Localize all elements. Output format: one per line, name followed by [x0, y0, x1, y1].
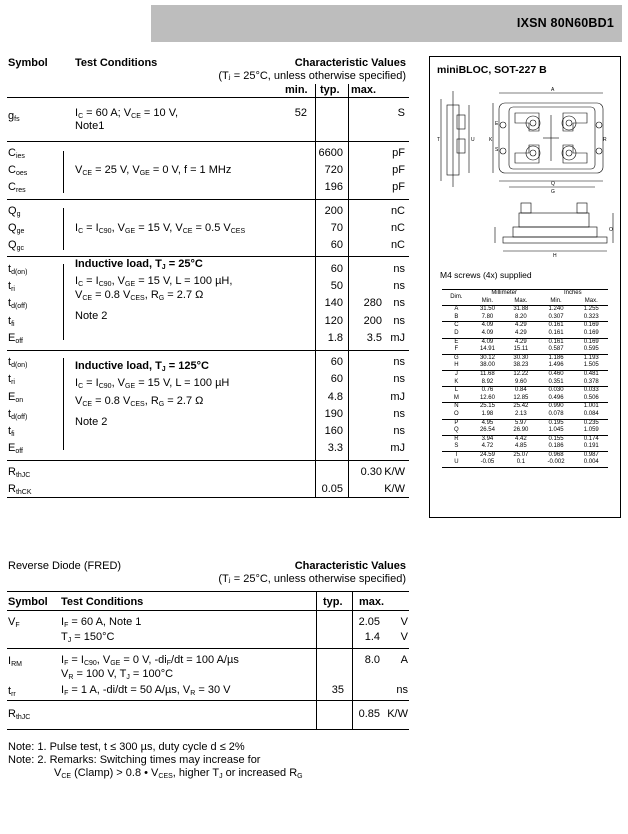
- note-2-post: or increased R: [222, 767, 298, 779]
- diode-col-cond: Test Conditions: [61, 596, 144, 608]
- mm-min-value: 7.80: [481, 313, 494, 320]
- cond-ind125: Inductive load, $T_J = 125^\circ C$: [75, 360, 209, 373]
- tj-note: (Tⱼ = 25°C, unless otherwise specified): [218, 70, 406, 82]
- note-1: Note: 1. Pulse test, t ≤ 300 µs, duty cycle d ≤ 2%: [8, 741, 245, 753]
- u: K/W: [387, 708, 408, 720]
- col-max: max.: [351, 84, 377, 96]
- cond-vf-tj: $T_J = 150^\circ C$: [61, 631, 115, 644]
- dim-letter: C: [442, 322, 471, 330]
- svg-text:U: U: [471, 137, 475, 143]
- in-max-value: 0.084: [583, 410, 599, 417]
- cond-ind125-a: $I_C = I_{C90}$, $V_{GE} = 15$ V, L = 100 µH: [75, 377, 230, 390]
- rule: [7, 497, 409, 498]
- sym-qgc: $Q_{gc}$: [8, 239, 24, 252]
- mm-min-value: 24.59: [471, 451, 504, 459]
- cond-ind25-note: Note 2: [75, 310, 108, 322]
- brace: [63, 264, 69, 340]
- v: 280: [363, 297, 382, 309]
- mm-min-value: 1.98: [481, 410, 494, 417]
- in-min-value: 0.161: [538, 322, 575, 330]
- package-panel: [429, 56, 621, 518]
- v: 0.30: [360, 466, 382, 478]
- rule: [7, 610, 409, 611]
- unit-nc: nC: [390, 222, 405, 234]
- mm-max-value: 4.85: [515, 443, 527, 450]
- sym-tdon: $t_{d(on)}$: [8, 263, 28, 276]
- in-min-value: 0.186: [548, 443, 564, 450]
- u: ns: [393, 408, 405, 420]
- v: 160: [324, 425, 343, 437]
- v: 60: [330, 356, 343, 368]
- mm-min: Min.: [481, 297, 494, 304]
- in-min-value: 0.155: [538, 435, 575, 443]
- diode-col-symbol: Symbol: [8, 596, 48, 608]
- cres-typ: 196: [324, 181, 343, 193]
- rule: [7, 256, 409, 257]
- u: mJ: [390, 332, 405, 344]
- sym-tdoff: $t_{d(off)}$: [8, 297, 28, 310]
- in-max-value: 0.378: [583, 378, 599, 385]
- rule: [7, 729, 409, 730]
- sym-rthjc: $R_{thJC}$: [8, 708, 31, 721]
- sym-gfs: $g_{fs}$: [8, 110, 20, 123]
- in-max-value: 1.059: [583, 427, 599, 434]
- v: 35: [331, 684, 344, 696]
- mm-min-value: 38.00: [479, 362, 495, 369]
- in-max-value: 0.033: [575, 387, 608, 395]
- mm-max-value: 5.97: [504, 419, 537, 427]
- dim-row: [442, 451, 608, 459]
- sym-tdoff: $t_{d(off)}$: [8, 408, 28, 421]
- package-title: miniBLOC, SOT-227 B: [437, 64, 547, 76]
- col-typ: typ.: [320, 84, 340, 96]
- dim-letter: A: [442, 306, 471, 314]
- mm-min-value: 12.60: [479, 394, 495, 401]
- u: V: [400, 631, 408, 643]
- sym-tri: $t_{ri}$: [8, 373, 15, 386]
- in-max-value: 0.323: [583, 313, 599, 320]
- diode-col-typ: typ.: [323, 596, 343, 608]
- in-min-value: 1.240: [538, 306, 575, 314]
- mm-max-value: 25.07: [504, 451, 537, 459]
- screws-note: M4 screws (4x) supplied: [440, 270, 532, 280]
- u: ns: [393, 356, 405, 368]
- dim-row: [442, 362, 608, 370]
- v: 0.85: [358, 708, 380, 720]
- svg-text:R: R: [603, 137, 607, 143]
- rule: [7, 350, 409, 351]
- col-divider: [352, 591, 353, 730]
- dim-letter: U: [454, 459, 459, 466]
- sym-irm: $I_{RM}$: [8, 655, 22, 668]
- svg-text:Q: Q: [551, 181, 555, 187]
- in-min-value: 1.496: [548, 362, 564, 369]
- dim-row: [442, 314, 608, 322]
- dim-letter: R: [442, 435, 471, 443]
- v: 2.05: [358, 616, 380, 628]
- sym-tfi: $t_{fi}$: [8, 425, 15, 438]
- diode-char-values: Characteristic Values: [294, 560, 406, 572]
- in-min-value: 0.968: [538, 451, 575, 459]
- in-max-value: 0.235: [575, 419, 608, 427]
- svg-text:O: O: [609, 227, 613, 233]
- in-min-value: 0.460: [538, 370, 575, 378]
- unit-nc: nC: [390, 205, 405, 217]
- brace: [63, 208, 69, 250]
- mm-min-value: 25.15: [471, 403, 504, 411]
- in-max-value: 0.174: [575, 435, 608, 443]
- cond-vf: $I_F = 60$ A, Note 1: [61, 616, 142, 629]
- u: mJ: [390, 442, 405, 454]
- in-max-value: 0.004: [583, 459, 599, 466]
- in-max-value: 0.481: [575, 370, 608, 378]
- in-min: Min.: [550, 297, 562, 304]
- rule: [7, 199, 409, 200]
- svg-text:T: T: [437, 137, 441, 143]
- dimension-table: [442, 289, 608, 468]
- mm-min-value: 4.09: [471, 338, 504, 346]
- in-max-value: 0.169: [583, 329, 599, 336]
- sym-rthck: $R_{thCK}$: [8, 483, 32, 496]
- mm-min-value: 4.95: [471, 419, 504, 427]
- dim-row: [442, 427, 608, 435]
- sym-tfi: $t_{fi}$: [8, 315, 15, 328]
- dim-row: [442, 306, 608, 314]
- cond-ind125-note: Note 2: [75, 416, 108, 428]
- dim-letter: Q: [454, 427, 459, 434]
- note-2: Note: 2. Remarks: Switching times may increase for: [8, 754, 261, 766]
- dim-letter: M: [453, 394, 459, 401]
- mm-header: Millimeter: [491, 290, 517, 296]
- dim-letter: E: [442, 338, 471, 346]
- mm-max-value: 4.29: [515, 329, 527, 336]
- dim-letter: J: [442, 370, 471, 378]
- unit-pf: pF: [392, 164, 405, 176]
- mm-max-value: 4.29: [504, 322, 537, 330]
- sym-rthjc: $R_{thJC}$: [8, 466, 31, 479]
- v: 1.8: [327, 332, 343, 344]
- u: A: [400, 654, 408, 666]
- dim-letter: S: [454, 443, 459, 450]
- dim-row: [442, 354, 608, 362]
- svg-text:E: E: [495, 121, 499, 127]
- diode-title-text: Reverse Diode (FRED): [8, 560, 122, 572]
- u: K/W: [384, 483, 405, 495]
- unit-pf: pF: [392, 147, 405, 159]
- cond-trr: $I_F = 1$ A, -di/dt = 50 A/µs, $V_R = 30$ V: [61, 684, 231, 697]
- in-min-value: 0.161: [548, 329, 564, 336]
- u: mJ: [390, 391, 405, 403]
- cond-irm-b: $V_R = 100$ V, $T_J = 100^\circ C$: [61, 668, 174, 681]
- in-max-value: 1.193: [575, 354, 608, 362]
- dim-row: [442, 370, 608, 378]
- qgc-typ: 60: [330, 239, 343, 251]
- col-min: min.: [285, 84, 308, 96]
- dim-letter: O: [454, 410, 459, 417]
- dim-row: [442, 346, 608, 354]
- mm-min-value: 30.12: [471, 354, 504, 362]
- v: 200: [363, 315, 382, 327]
- mm-max-value: 31.88: [504, 306, 537, 314]
- rule: [7, 648, 409, 649]
- mm-max-value: 25.42: [504, 403, 537, 411]
- mm-max-value: 2.13: [515, 410, 527, 417]
- v: 3.5: [366, 332, 382, 344]
- u: ns: [393, 315, 405, 327]
- sym-cies: $C_{ies}$: [8, 147, 25, 160]
- cies-typ: 6600: [318, 147, 343, 159]
- u: ns: [396, 684, 408, 696]
- dim-row: [442, 379, 608, 387]
- rule: [7, 591, 409, 592]
- dim-row: [442, 387, 608, 395]
- part-number: IXSN 80N60BD1: [516, 16, 614, 30]
- mm-max-value: 26.90: [513, 427, 529, 434]
- mm-max-value: 8.20: [515, 313, 527, 320]
- v: 0.05: [321, 483, 343, 495]
- u: ns: [393, 263, 405, 275]
- cond-gfs-note: Note1: [75, 120, 105, 132]
- mm-max-value: 30.30: [504, 354, 537, 362]
- header-bar: [151, 5, 622, 42]
- dim-letter: B: [454, 313, 459, 320]
- in-min-value: -0.002: [547, 459, 565, 466]
- dim-letter: H: [454, 362, 459, 369]
- sym-qg: $Q_g$: [8, 205, 21, 218]
- cond-irm: $I_F = I_{C90}$, $V_{GE} = 0$ V, $-di_F/dt = 100$ A/µs: [61, 654, 239, 667]
- mm-min-value: 11.68: [471, 370, 504, 378]
- diode-tj-note: (Tⱼ = 25°C, unless otherwise specified): [218, 573, 406, 585]
- dim-row: [442, 443, 608, 451]
- in-max-value: 0.191: [583, 443, 599, 450]
- svg-text:S: S: [495, 147, 499, 153]
- mm-max-value: 12.85: [513, 394, 529, 401]
- in-min-value: 0.307: [548, 313, 564, 320]
- in-max-value: 0.169: [575, 322, 608, 330]
- svg-text:H: H: [553, 253, 557, 259]
- v: 120: [324, 315, 343, 327]
- v: 60: [330, 263, 343, 275]
- col-conditions: Test Conditions: [75, 57, 158, 69]
- mm-max-value: 0.84: [504, 387, 537, 395]
- v: 190: [324, 408, 343, 420]
- mm-min-value: 31.50: [471, 306, 504, 314]
- note-2-line2: $V_{CE}$ (Clamp) > 0.8 • $V_{CES}$, higher $T_J$ or increased $R_G$: [54, 767, 303, 780]
- in-max-value: 0.169: [575, 338, 608, 346]
- rule: [7, 700, 409, 701]
- dim-row: [442, 435, 608, 443]
- dim-letter: F: [454, 346, 459, 353]
- dim-header: Dim.: [450, 293, 463, 300]
- mm-min-value: 8.92: [481, 378, 494, 385]
- in-min-value: 0.078: [548, 410, 564, 417]
- mm-min-value: 4.09: [481, 329, 494, 336]
- col-divider: [315, 84, 316, 497]
- cond-cap: $V_{CE} = 25$ V, $V_{GE} = 0$ V, f = 1 MHz: [75, 164, 232, 177]
- in-min-value: 1.186: [538, 354, 575, 362]
- mm-max: Max.: [514, 297, 528, 304]
- dim-letter: K: [454, 378, 459, 385]
- dim-row: [442, 403, 608, 411]
- cond-ind25-b: $V_{CE} = 0.8$ $V_{CES}$, $R_G = 2.7$ Ω: [75, 289, 204, 302]
- u: ns: [393, 280, 405, 292]
- in-max-value: 0.987: [575, 451, 608, 459]
- dim-letter: L: [442, 387, 471, 395]
- mm-max-value: 12.22: [504, 370, 537, 378]
- col-divider: [348, 84, 349, 497]
- svg-text:K: K: [489, 137, 493, 143]
- u: ns: [393, 373, 405, 385]
- mm-min-value: 4.09: [471, 322, 504, 330]
- dim-row: [442, 338, 608, 346]
- mm-min-value: -0.05: [480, 459, 495, 466]
- gfs-unit: S: [397, 107, 405, 119]
- in-min-value: 1.045: [548, 427, 564, 434]
- mm-min-value: 3.94: [471, 435, 504, 443]
- qge-typ: 70: [330, 222, 343, 234]
- package-drawing: [433, 85, 617, 265]
- v: 4.8: [327, 391, 343, 403]
- v: 140: [324, 297, 343, 309]
- in-max-value: 0.595: [583, 346, 599, 353]
- mm-min-value: 0.76: [471, 387, 504, 395]
- dim-row: [442, 395, 608, 403]
- in-min-value: 0.496: [548, 394, 564, 401]
- in-max-value: 0.506: [583, 394, 599, 401]
- cond-ind25-a: $I_C = I_{C90}$, $V_{GE} = 15$ V, L = 100 µH,: [75, 275, 233, 288]
- dim-letter: P: [442, 419, 471, 427]
- in-max-value: 1.505: [583, 362, 599, 369]
- diode-title: [8, 560, 121, 573]
- dim-row: [442, 330, 608, 338]
- brace: [63, 151, 69, 193]
- mm-max-value: 4.29: [504, 338, 537, 346]
- dim-letter: N: [442, 403, 471, 411]
- inch-header: Inches: [563, 290, 582, 296]
- diode-col-max: max.: [359, 596, 385, 608]
- mm-max-value: 4.42: [504, 435, 537, 443]
- sym-coes: $C_{oes}$: [8, 164, 28, 177]
- mm-min-value: 14.91: [479, 346, 495, 353]
- sym-cres: $C_{res}$: [8, 181, 26, 194]
- v: 1.4: [364, 631, 380, 643]
- u: ns: [393, 425, 405, 437]
- mm-min-value: 4.72: [481, 443, 494, 450]
- in-max-value: 1.255: [575, 306, 608, 314]
- sym-vf: $V_F$: [8, 616, 20, 629]
- mm-min-value: 26.54: [479, 427, 495, 434]
- v: 50: [330, 280, 343, 292]
- note-2-mid: , higher T: [172, 767, 220, 779]
- in-min-value: 0.195: [538, 419, 575, 427]
- coes-typ: 720: [324, 164, 343, 176]
- in-min-value: 0.351: [548, 378, 564, 385]
- sym-qge: $Q_{ge}$: [8, 222, 25, 235]
- brace: [63, 358, 69, 450]
- u: ns: [393, 297, 405, 309]
- in-min-value: 0.587: [548, 346, 564, 353]
- in-min-value: 0.030: [538, 387, 575, 395]
- cond-charge: $I_C = I_{C90}$, $V_{GE} = 15$ V, $V_{CE} = 0.5$ $V_{CES}$: [75, 222, 246, 235]
- v: 8.0: [364, 654, 380, 666]
- col-symbol: Symbol: [8, 57, 48, 69]
- u: K/W: [384, 466, 405, 478]
- dim-letter: T: [442, 451, 471, 459]
- sym-eoff: $E_{off}$: [8, 332, 23, 345]
- in-min-value: 0.990: [538, 403, 575, 411]
- cond-gfs: $I_C = 60$ A; $V_{CE} = 10$ V,: [75, 107, 179, 120]
- rule: [7, 141, 409, 142]
- col-divider: [316, 591, 317, 730]
- dim-letter: G: [442, 354, 471, 362]
- mm-max-value: 15.11: [513, 346, 529, 353]
- dim-row: [442, 322, 608, 330]
- dim-row: [442, 459, 608, 467]
- in-max-value: 1.001: [575, 403, 608, 411]
- dim-row: [442, 411, 608, 419]
- gfs-min: 52: [294, 107, 307, 119]
- mm-max-value: 0.1: [516, 459, 526, 466]
- rule: [7, 460, 409, 461]
- unit-nc: nC: [390, 239, 405, 251]
- col-char-values: Characteristic Values: [294, 57, 406, 69]
- cond-ind125-b: $V_{CE} = 0.8$ $V_{CES}$, $R_G = 2.7$ Ω: [75, 395, 204, 408]
- v: 60: [330, 373, 343, 385]
- svg-text:G: G: [551, 189, 555, 195]
- unit-pf: pF: [392, 181, 405, 193]
- mm-max-value: 38.23: [513, 362, 529, 369]
- qg-typ: 200: [324, 205, 343, 217]
- sym-trr: $t_{rr}$: [8, 685, 16, 698]
- dim-letter: D: [454, 329, 459, 336]
- cond-ind25: Inductive load, $T_J = 25^\circ C$: [75, 258, 203, 271]
- svg-text:A: A: [551, 87, 555, 93]
- sym-eon: $E_{on}$: [8, 391, 24, 404]
- dim-row: [442, 419, 608, 427]
- note-2-pre: (Clamp) > 0.8 • V: [74, 767, 159, 779]
- sym-tdon: $t_{d(on)}$: [8, 356, 28, 369]
- v: 3.3: [327, 442, 343, 454]
- mm-max-value: 9.60: [515, 378, 527, 385]
- sym-tri: $t_{ri}$: [8, 280, 15, 293]
- in-max: Max.: [584, 297, 598, 304]
- u: V: [400, 616, 408, 628]
- sym-eoff: $E_{off}$: [8, 442, 23, 455]
- in-min-value: 0.161: [538, 338, 575, 346]
